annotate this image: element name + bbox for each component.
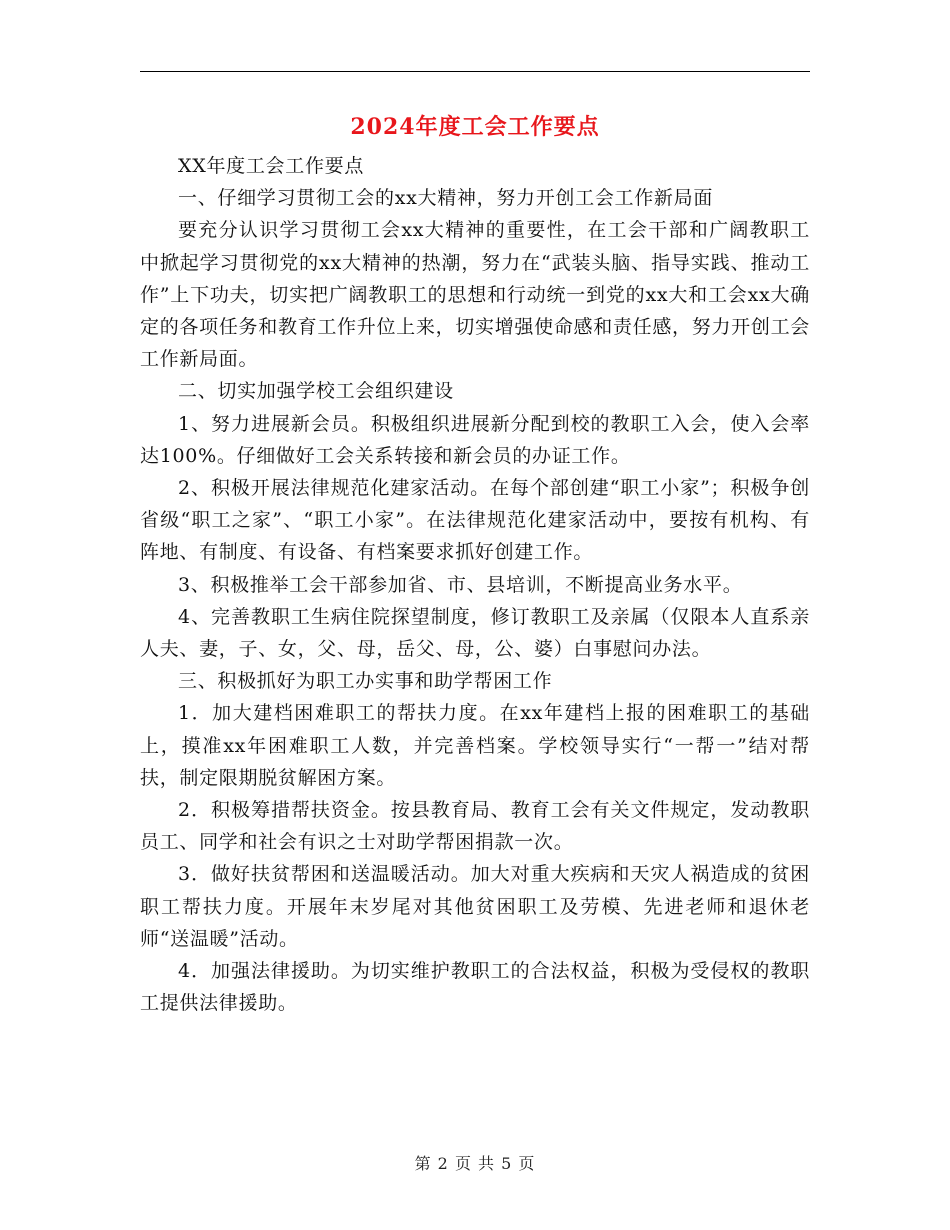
document-title: 2024年度工会工作要点 [350,114,600,140]
paragraph: 要充分认识学习贯彻工会xx大精神的重要性，在工会干部和广阔教职工中掀起学习贯彻党的xx大精神的热潮，努力在“武装头脑、指导实践、推动工作”上下功夫，切实把广阔教职工的思想和行动统一到党的xx大和工会xx大确定的各项任务和教育工作升位上来，切实增强使命感和责任感，努力开创工会工作新局面。 [140,219,810,371]
paragraph-subtitle: XX年度工会工作要点 [178,155,365,177]
paragraph: 4．加强法律援助。为切实维护教职工的合法权益，积极为受侵权的教职工提供法律援助。 [140,960,810,1015]
page-number: 第 2 页 共 5 页 [414,1154,536,1173]
paragraph: 3．做好扶贫帮困和送温暖活动。加大对重大疾病和天灾人祸造成的贫困职工帮扶力度。开展年末岁尾对其他贫困职工及劳模、先进老师和退休老师“送温暖”活动。 [140,863,810,950]
paragraph: 2．积极筹措帮扶资金。按县教育局、教育工会有关文件规定，发动教职员工、同学和社会有识之士对助学帮困捐款一次。 [140,799,810,854]
document-body [140,150,810,1019]
header-rule [140,71,810,72]
section-heading-1: 一、仔细学习贯彻工会的xx大精神，努力开创工会工作新局面 [178,187,714,210]
paragraph: 3、积极推举工会干部参加省、市、县培训，不断提高业务水平。 [178,573,743,596]
paragraph: 1．加大建档困难职工的帮扶力度。在xx年建档上报的困难职工的基础上，摸准xx年困难职工人数，并完善档案。学校领导实行“一帮一”结对帮扶，制定限期脱贫解困方案。 [140,702,810,789]
section-heading-3: 三、积极抓好为职工办实事和助学帮困工作 [178,670,553,693]
paragraph: 2、积极开展法律规范化建家活动。在每个部创建“职工小家”；积极争创省级“职工之家”、“职工小家”。在法律规范化建家活动中，要按有机构、有阵地、有制度、有设备、有档案要求抓好创建工作。 [140,477,810,564]
paragraph: 4、完善教职工生病住院探望制度，修订教职工及亲属（仅限本人直系亲人夫、妻，子、女，父、母，岳父、母，公、婆）白事慰问办法。 [140,605,810,661]
section-heading-2: 二、切实加强学校工会组织建设 [178,380,454,403]
paragraph: 1、努力进展新会员。积极组织进展新分配到校的教职工入会，使入会率达100%。仔细做好工会关系转接和新会员的办证工作。 [140,412,810,467]
